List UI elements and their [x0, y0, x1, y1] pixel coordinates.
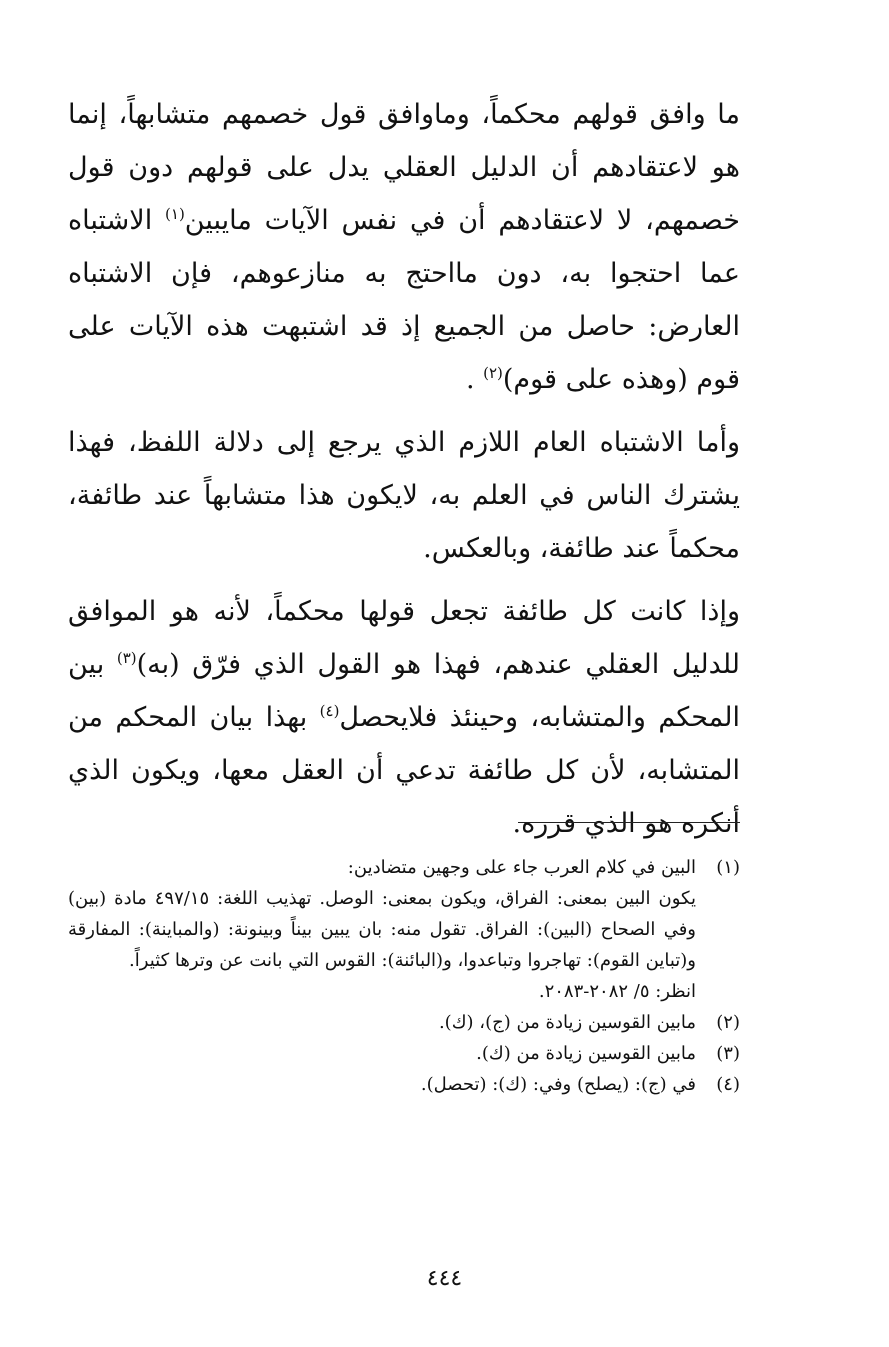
footnotes	[68, 852, 740, 1100]
footnote-ref-3[interactable]: (٣)	[116, 649, 137, 667]
footnote-line: البين في كلام العرب جاء على وجهين متضادين:	[347, 857, 696, 878]
footnote-line: مابين القوسين زيادة من (ج)، (ك).	[438, 1012, 696, 1033]
footnote-number: (٢)	[716, 1012, 740, 1033]
footnote-number: (١)	[716, 857, 740, 878]
footnote-line: يكون البين بمعنى: الفراق، ويكون بمعنى: الوصل. تهذيب اللغة: ٤٩٧/١٥ مادة (بين) وفي الصحاح (البين): الفراق. تقول منه: بان يبين بيناً وبينونة: (والمباينة): المفارقة و(تباين القوم): تهاجروا وتباعدوا، و(البائنة): القوس التي بانت عن وترها كثيراً.	[68, 888, 696, 971]
footnote-2	[68, 1007, 740, 1038]
footnote-number: (٤)	[716, 1074, 740, 1095]
paragraph-3	[68, 585, 740, 850]
paragraph-1-part-3: .	[465, 364, 484, 395]
paragraph-3-part-2: بين المحكم والمتشابه، وحينئذ فلايحصل	[68, 649, 740, 733]
main-text	[68, 88, 740, 850]
footnote-4	[68, 1069, 740, 1100]
footnote-ref-4[interactable]: (٤)	[319, 702, 340, 720]
footnote-line: مابين القوسين زيادة من (ك).	[476, 1043, 696, 1064]
paragraph-2: وأما الاشتباه العام اللازم الذي يرجع إلى دلالة اللفظ، فهذا يشترك الناس في العلم به، لايكون هذا متشابهاً عند طائفة، محكماً عند طائفة، وبالعكس.	[68, 427, 740, 564]
page-number: ٤٤٤	[426, 1266, 463, 1291]
footnote-1	[68, 852, 740, 1007]
footnote-body	[68, 1038, 696, 1069]
footnote-number: (٣)	[716, 1043, 740, 1064]
footnote-body	[68, 1007, 696, 1038]
paragraph-3-part-3: بهذا بيان المحكم من المتشابه، لأن كل طائفة تدعي أن العقل معها، ويكون الذي أنكره هو الذي قرره.	[68, 702, 740, 839]
footnote-body	[68, 1069, 696, 1100]
paragraph-1	[68, 88, 740, 406]
footnote-line: في (ج): (يصلح) وفي: (ك): (تحصل).	[420, 1074, 696, 1095]
footnote-separator	[518, 822, 740, 823]
book-page	[68, 0, 740, 1347]
footnote-ref-2[interactable]: (٢)	[483, 364, 503, 382]
footnote-body	[68, 852, 696, 1007]
footnote-line: انظر: ٥/ ٢٠٨٢-٢٠٨٣.	[538, 981, 696, 1002]
footnote-ref-1[interactable]: (١)	[165, 205, 185, 223]
paragraph-1-part-2: الاشتباه عما احتجوا به، دون مااحتج به منازعوهم، فإن الاشتباه العارض: حاصل من الجميع إذ قد اشتبهت هذه الآيات على قوم (وهذه على قوم)	[68, 205, 740, 395]
paragraph-1-part-1: ما وافق قولهم محكماً، وماوافق قول خصمهم متشابهاً، إنما هو لاعتقادهم أن الدليل العقلي يدل على قولهم دون قول خصمهم، لا لاعتقادهم أن في نفس الآيات مايبين	[68, 99, 740, 236]
footnote-3	[68, 1038, 740, 1069]
paragraph-3-part-1: وإذا كانت كل طائفة تجعل قولها محكماً، لأنه هو الموافق للدليل العقلي عندهم، فهذا هو القول الذي فرّق (به)	[68, 596, 740, 680]
